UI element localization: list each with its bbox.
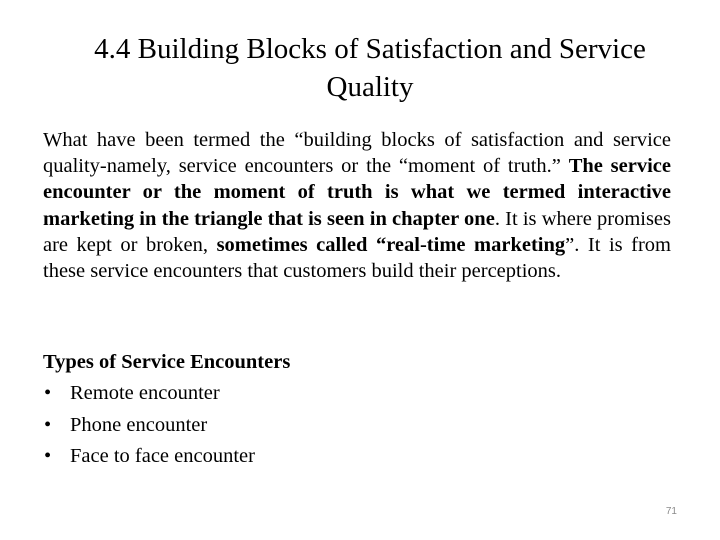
list-item: [43, 441, 643, 473]
bullet-icon: •: [44, 445, 52, 467]
list-item: [43, 378, 643, 410]
paragraph-text-segment: ”. It is from these service encounters that customers build their perceptions.: [43, 233, 671, 283]
list-item: [43, 410, 643, 442]
list-item-label: Face to face encounter: [70, 445, 255, 467]
bullet-icon: •: [44, 382, 52, 404]
paragraph-bold-segment: The service encounter or the moment of truth is what we termed interactive marketing in the triangle that is seen in chapter one: [43, 155, 671, 230]
paragraph-text-segment: What have been termed the “building blocks of satisfaction and service quality-namely, service encounters or the “moment of truth.”: [43, 129, 671, 178]
slide-title-line-1: 4.4 Building Blocks of Satisfaction and Service: [94, 33, 646, 65]
bullet-icon: •: [44, 413, 52, 436]
body-paragraph: [43, 127, 671, 284]
paragraph-text-segment: . It is where promises are kept or broken,: [43, 207, 672, 256]
encounter-types-list: [43, 378, 643, 473]
slide-title-line-2: Quality: [326, 71, 414, 103]
list-item-label: Remote encounter: [70, 382, 220, 404]
paragraph-bold-segment: sometimes called “real-time marketing: [216, 233, 566, 256]
list-item-label: Phone encounter: [70, 413, 208, 436]
page-number: 71: [665, 506, 677, 517]
encounter-types-heading: Types of Service Encounters: [43, 351, 291, 373]
encounter-types-section: [43, 346, 643, 473]
slide-title: [40, 30, 700, 106]
